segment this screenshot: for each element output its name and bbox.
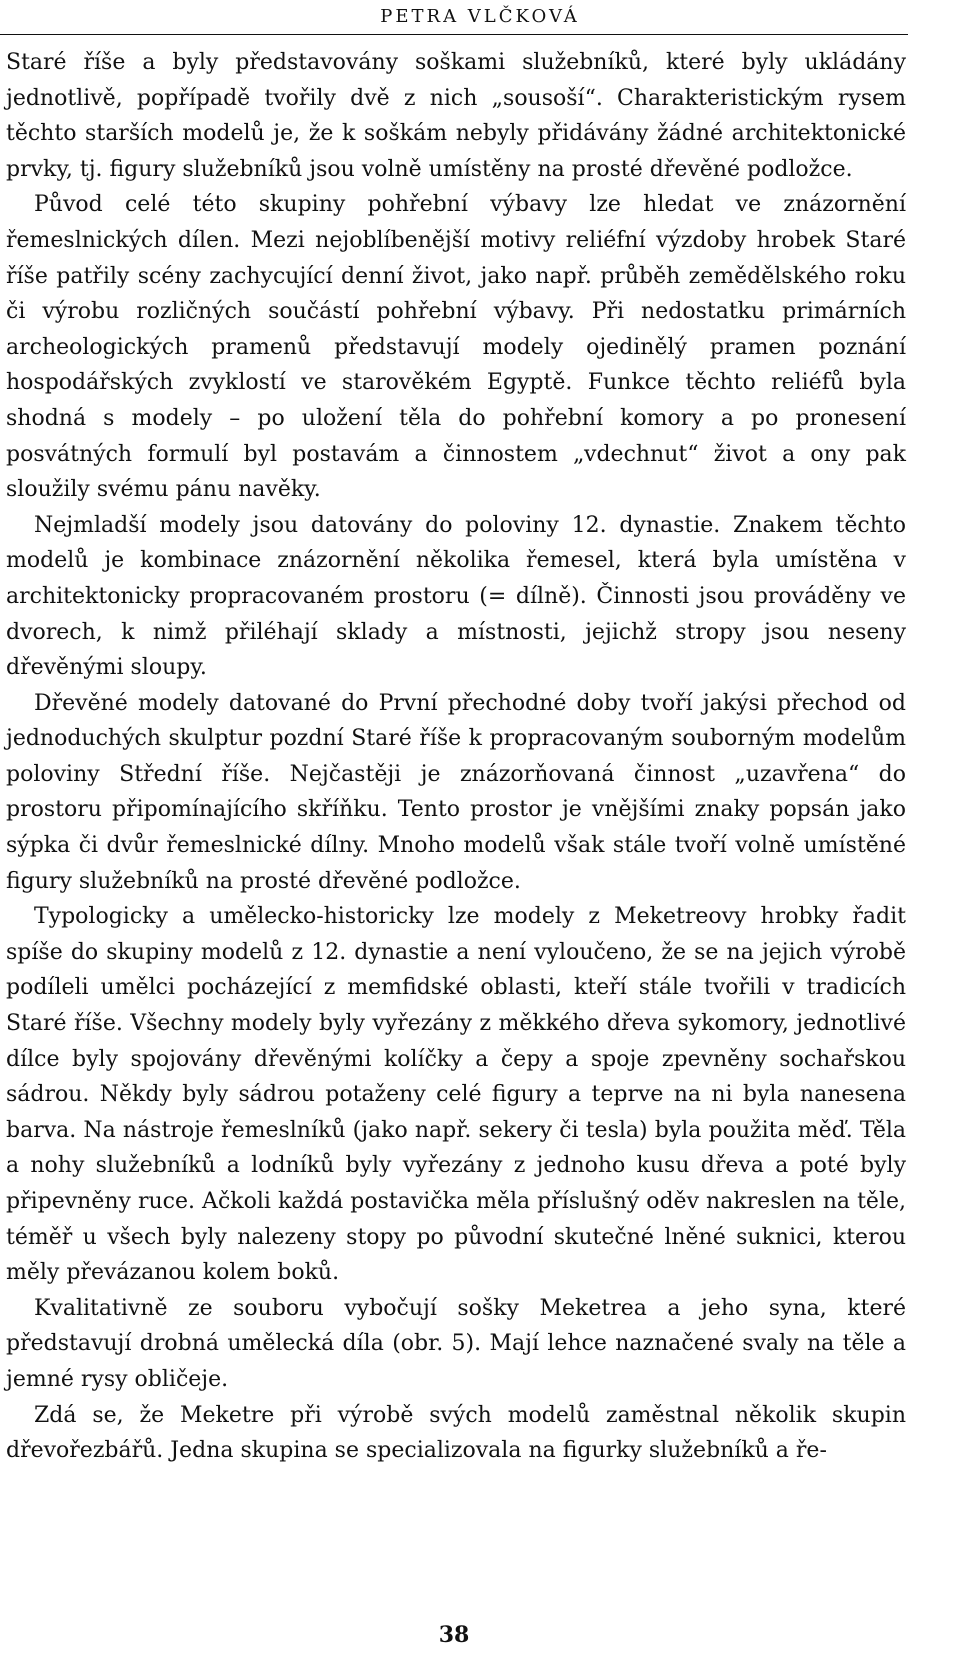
paragraph: Typologicky a umělecko-historicky lze modely z Meketreovy hrobky řadit spíše do skupiny modelů z 12. dynastie a není vyloučeno, že se na jejich výrobě podíleli umělci pocházející z memfidské oblasti, kteří stále tvořili v tradicích Staré říše. Všechny modely byly vyřezány z měkkého dřeva sykomory, jednotlivé dílce byly spojovány dřevěnými kolíčky a čepy a spoje zpevněny sochařskou sádrou. Někdy byly sádrou potaženy celé figury a teprve na ni byla nanesena barva. Na nástroje řemeslníků (jako např. sekery či tesla) byla použita měď. Těla a nohy služebníků a lodníků byly vyřezány z jednoho kusu dřeva a poté byly připevněny ruce. Ačkoli každá postavička měla příslušný oděv nakreslen na těle, téměř u všech byly nalezeny stopy po původní skutečné lněné suknici, kterou měly převázanou kolem boků.	[6, 904, 906, 1286]
paragraph: Kvalitativně ze souboru vybočují sošky Meketrea a jeho syna, které představují drobná umělecká díla (obr. 5). Mají lehce naznačené svaly na těle a jemné rysy obličeje.	[6, 1295, 906, 1392]
running-head: PETRA VLČKOVÁ	[380, 6, 580, 27]
header-rule	[0, 34, 908, 35]
paragraph: Původ celé této skupiny pohřební výbavy lze hledat ve znázornění řemeslnických dílen. Mezi nejoblíbenější motivy reliéfní výzdoby hrobek Staré říše patřily scény zachycující denní život, jako např. průběh zemědělského roku či výrobu rozličných součástí pohřební výbavy. Při nedostatku primárních archeologických pramenů představují modely ojedinělý pramen poznání hospodářských zvyklostí ve starověkém Egyptě. Funkce těchto reliéfů byla shodná s modely – po uložení těla do pohřební komory a po pronesení posvátných formulí byl postavám a činnostem „vdechnut“ život a ony pak sloužily svému pánu navěky.	[6, 192, 906, 503]
paragraph: Zdá se, že Meketre při výrobě svých modelů zaměstnal několik skupin dřevořezbářů. Jedna skupina se specializovala na figurky služebníků a ře-	[6, 1402, 906, 1464]
paragraph: Staré říše a byly představovány soškami služebníků, které byly ukládány jednotlivě, popřípadě tvořily dvě z nich „sousoší“. Charakteristickým rysem těchto starších modelů je, že k soškám nebyly přidávány žádné architektonické prvky, tj. figury služebníků jsou volně umístěny na prosté dřevěné podložce.	[6, 50, 906, 182]
body-text	[6, 45, 906, 1469]
paragraph: Nejmladší modely jsou datovány do poloviny 12. dynastie. Znakem těchto modelů je kombinace znázornění několika řemesel, která byla umístěna v architektonicky propracovaném prostoru (= dílně). Činnosti jsou prováděny ve dvorech, k nimž přiléhají sklady a místnosti, jejichž stropy jsou neseny dřevěnými sloupy.	[6, 512, 906, 681]
paragraph: Dřevěné modely datované do První přechodné doby tvoří jakýsi přechod od jednoduchých skulptur pozdní Staré říše k propracovaným souborným modelům poloviny Střední říše. Nejčastěji je znázorňovaná činnost „uzavřena“ do prostoru připomínajícího skříňku. Tento prostor je vnějšími znaky popsán jako sýpka či dvůr řemeslnické dílny. Mnoho modelů však stále tvoří volně umístěné figury služebníků na prosté dřevěné podložce.	[6, 690, 906, 894]
page-number: 38	[438, 1622, 470, 1648]
